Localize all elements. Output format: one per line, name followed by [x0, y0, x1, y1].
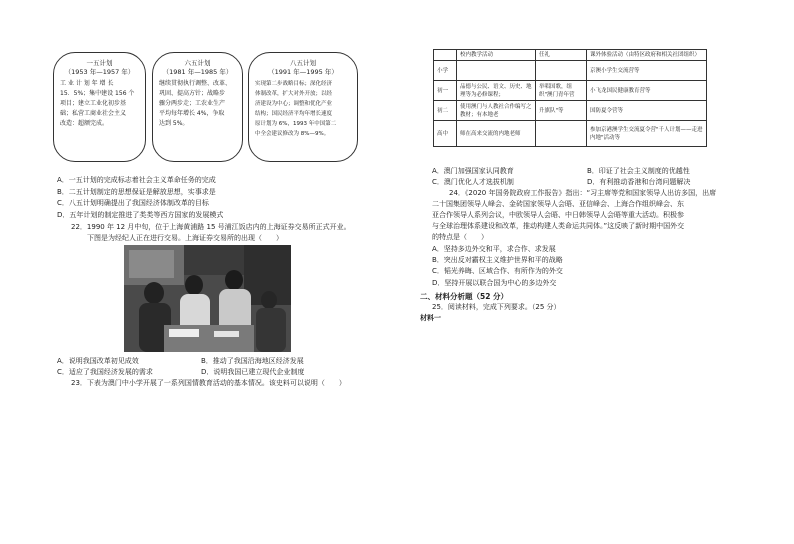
- q21-option-c: C．八五计划明确提出了我国经济体制改革的目标: [57, 199, 209, 207]
- q24-stem-line3: 亚合作领导人系列会议，中欧领导人会晤、中日韩领导人会晤等重大活动。积极参: [432, 211, 684, 219]
- q24-stem-line4: 与全球治理体系建设和改革，推动构建人类命运共同体。”这反映了新时期中国外交: [432, 222, 685, 230]
- q24-option-a: A．坚持多边外交和平，求合作、求发展: [432, 245, 556, 253]
- table-row: [434, 121, 707, 147]
- q23-option-c: C．澳门优化人才选拔机制: [432, 178, 514, 186]
- q24-stem-line1: 24．《2020 年国务院政府工作报告》指出：“习主席等党和国家领导人出访多国，出席: [449, 189, 717, 197]
- q23-option-a: A．澳门加强国家认同教育: [432, 167, 514, 175]
- material-label: 材料一: [420, 314, 441, 322]
- table-cell: 小学: [434, 61, 457, 81]
- q24-stem-line5: 的特点是（ ）: [432, 233, 488, 241]
- table-cell: [536, 121, 587, 147]
- table-cell: 师在高来交流的内地老师: [457, 121, 536, 147]
- table-cell: 参加京港澳学生交流夏令营"千人计划——走进内地"活动等: [587, 121, 707, 147]
- table-header-cell: 校内教学活动: [457, 50, 536, 61]
- plan-title: 八五计划: [290, 59, 316, 67]
- table-cell: 小飞龙国民健康教育营等: [587, 81, 707, 101]
- table-cell: 初二: [434, 101, 457, 121]
- q24-stem-line2: 二十国集团领导人峰会、金砖国家领导人会晤、亚信峰会、上海合作组织峰会、东: [432, 200, 684, 208]
- q22-option-d: D．说明我国已建立现代企业制度: [201, 368, 305, 376]
- table-cell: 品德与公民、语文、历史、地理等为必修课程；: [457, 81, 536, 101]
- q23-stem: 23．下表为澳门中小学开展了一系列国情教育活动的基本情况。该史料可以说明（ ）: [71, 379, 346, 387]
- plan-years: （1981 年—1985 年）: [162, 68, 233, 76]
- education-activities-table: [433, 49, 707, 147]
- q23-option-b: B．印证了社会主义制度的优越性: [587, 167, 690, 175]
- table-row: [434, 61, 707, 81]
- plan-years: （1991 年—1995 年）: [268, 68, 338, 76]
- table-row: [434, 101, 707, 121]
- table-cell: 升旗队"等: [536, 101, 587, 121]
- table-header-row: [434, 50, 707, 61]
- plan-title: 六五计划: [184, 59, 211, 67]
- table-cell: [536, 61, 587, 81]
- q22-stem-line1: 22．1990 年 12 月中旬，位于上海黄浦路 15 号浦江饭店内的上海证券交易所正式开业。: [71, 223, 351, 231]
- q22-option-b: B．推动了我国沿海地区经济发展: [201, 357, 304, 365]
- plan-body: 实现第二步战略目标；深化经济 体制改革，扩大对外开放；以经 济建设为中心；调整和优化产业 结构；国民经济平均年增长速度 原计划为 6%，1993 年中国第二 中全会建议修改为 8%—9%。: [255, 81, 337, 137]
- table-cell: 国防夏令营等: [587, 101, 707, 121]
- plan-box-1: [53, 52, 146, 162]
- table-cell: 京澳小学生交流营等: [587, 61, 707, 81]
- plan-title: 一五计划: [86, 59, 113, 67]
- q22-option-a: A．说明我国改革初见成效: [57, 357, 139, 365]
- q21-option-d: D．五年计划的制定推进了类类等西方国家的发展模式: [57, 211, 224, 219]
- plan-box-2: [152, 52, 243, 162]
- table-header-cell: 任礼: [536, 50, 587, 61]
- plan-body: 继续贯彻执行调整、改革、 巩固、提高方针；战略步 骤分两步走；工农业生产 平均每年增长 4%，争取 达到 5%。: [159, 80, 232, 127]
- q24-option-d: D．坚持开展以联合国为中心的多边外交: [432, 279, 557, 287]
- q21-option-b: B．二五计划制定的思想保证是解放思想，实事求是: [57, 188, 216, 196]
- q23-option-d: D．有利推动香港和台湾问题解决: [587, 178, 691, 186]
- q22-option-c: C．适应了我国经济发展的需求: [57, 368, 153, 376]
- plan-box-3: [248, 52, 358, 162]
- table-cell: 高中: [434, 121, 457, 147]
- table-cell: 初一: [434, 81, 457, 101]
- q24-option-b: B．突出反对霸权主义维护世界和平的战略: [432, 256, 563, 264]
- table-cell: 举唱国歌，组织"澳门青年营: [536, 81, 587, 101]
- table-cell: [457, 61, 536, 81]
- stock-exchange-photo: [124, 245, 291, 352]
- section-heading: 二、材料分析题（52 分）: [420, 292, 509, 301]
- table-header-cell: [434, 50, 457, 61]
- q25-stem: 25．阅读材料，完成下列要求。（25 分）: [432, 303, 561, 311]
- q21-option-a: A．一五计划的完成标志着社会主义革命任务的完成: [57, 176, 216, 184]
- q22-stem-line2: 下图是为经纪人正在进行交易。上海证券交易所的出现（ ）: [87, 234, 283, 242]
- table-cell: 使用澳门与人教社合作编写之教材；有本地老: [457, 101, 536, 121]
- table-row: [434, 81, 707, 101]
- plan-body: 工 业 计 划 年 增 长 15．5%；集中建设 156 个 项目；建立工业化初步基 础；私营工商业社会主义 改造：超额完成。: [60, 80, 135, 127]
- plan-years: （1953 年—1957 年）: [64, 68, 135, 76]
- q24-option-c: C．韬光养晦、区域合作、有所作为的外交: [432, 267, 563, 275]
- table-header-cell: 课外体验活动（由特区政府和相关社团组织）: [587, 50, 707, 61]
